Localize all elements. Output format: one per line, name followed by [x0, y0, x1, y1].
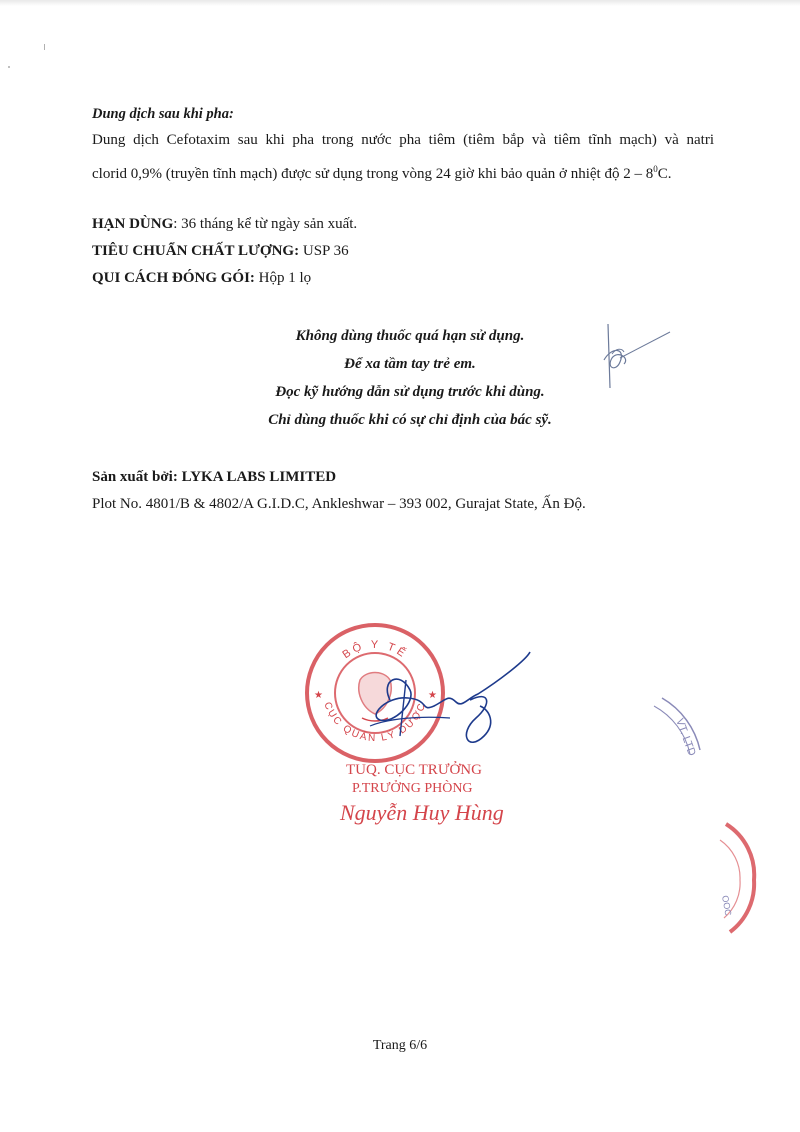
manufacturer-label: Sản xuất bởi: LYKA LABS LIMITED — [92, 469, 337, 485]
warning-line: Chỉ dùng thuốc khi có sự chỉ định của bác sỹ. — [268, 412, 552, 428]
dilution-heading: Dung dịch sau khi pha: — [92, 106, 234, 122]
stamp-ring-bottom: CỤC QUẢN LÝ DƯỢC — [321, 700, 429, 745]
spec-quality-standard — [92, 241, 349, 261]
spec-shelf-life — [92, 214, 357, 234]
signer-name: Nguyễn Huy Hùng — [340, 800, 504, 825]
spec-value: USP 36 — [299, 243, 349, 259]
page-number: Trang 6/6 — [372, 1038, 428, 1053]
stamp-title-2: P.TRƯỞNG PHÒNG — [352, 781, 473, 796]
dilution-line-1: Dung dịch Cefotaxim sau khi pha trong nước pha tiêm (tiêm bắp và tiêm tĩnh mạch) và natri — [92, 132, 714, 148]
dilution-line-2-text: clorid 0,9% (truyền tĩnh mạch) được sử dụng trong vòng 24 giờ khi bảo quản ở nhiệt độ 2 – 8 — [92, 166, 654, 182]
spec-label: TIÊU CHUẨN CHẤT LƯỢNG: — [92, 243, 300, 259]
partial-red-stamp — [710, 820, 760, 940]
manufacturer-address: Plot No. 4801/B & 4802/A G.I.D.C, Ankleshwar – 393 002, Gurajat State, Ấn Độ. — [92, 496, 586, 512]
spec-value: Hộp 1 lọ — [254, 270, 312, 286]
warning-line: Đọc kỹ hướng dẫn sử dụng trước khi dùng. — [275, 384, 545, 400]
stamp-title-1: TUQ. CỤC TRƯỞNG — [346, 762, 482, 778]
partial-side-stamp — [652, 690, 712, 800]
scan-speck — [8, 66, 10, 68]
spec-label: HẠN DÙNG — [92, 216, 174, 232]
scan-speck — [44, 44, 45, 50]
spec-packaging — [92, 268, 311, 288]
spec-label: QUI CÁCH ĐÓNG GÓI: — [92, 270, 255, 286]
stamp-ring-top: BỘ Y TẾ — [340, 638, 410, 662]
dilution-line-2 — [92, 159, 671, 184]
degree-superscript: 0 — [653, 164, 658, 174]
side-stamp-text: VT. LTD — [673, 716, 698, 758]
dilution-line-2-unit: C. — [657, 166, 672, 182]
handwritten-signature — [350, 640, 540, 760]
scan-edge — [0, 0, 800, 6]
svg-text:★: ★ — [314, 690, 323, 701]
side-stamp-text-2: OOC — [720, 894, 734, 917]
warning-line: Không dùng thuốc quá hạn sử dụng. — [295, 328, 525, 344]
spec-value: : 36 tháng kể từ ngày sản xuất. — [173, 216, 358, 232]
initials-signature — [590, 318, 680, 398]
svg-text:★: ★ — [428, 690, 437, 701]
warning-line: Để xa tầm tay trẻ em. — [344, 356, 476, 372]
